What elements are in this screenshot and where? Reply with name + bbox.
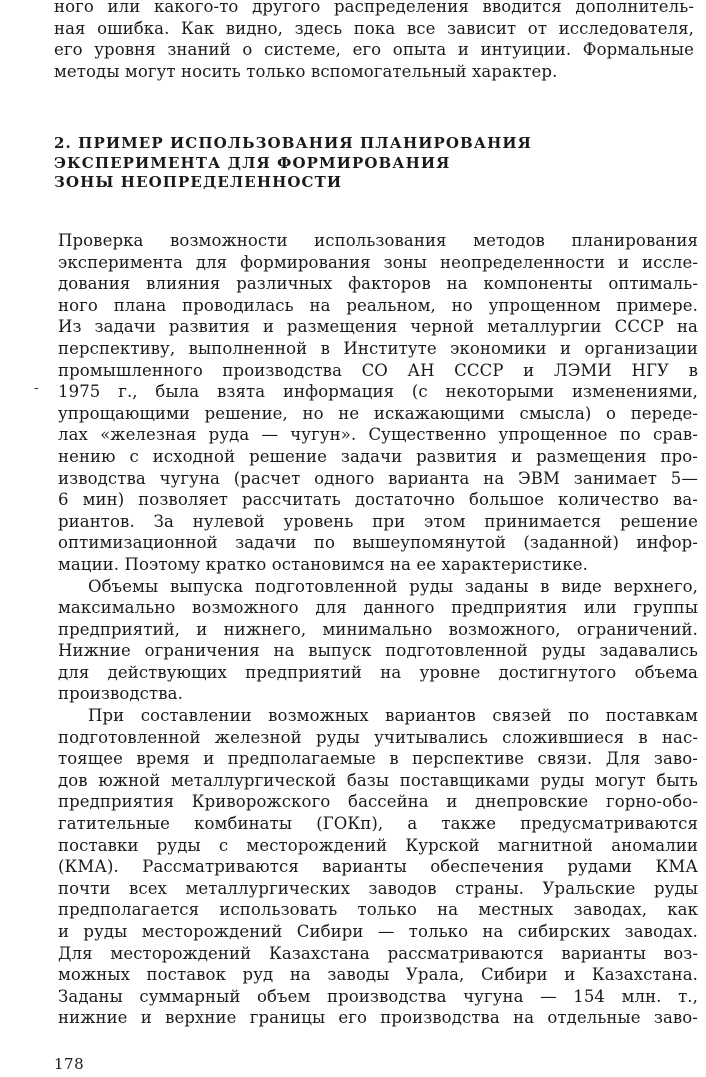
text-line: Заданы суммарный объем производства чугуна — 154 млн. т., <box>58 986 698 1006</box>
text-line: максимально возможного для данного предприятия или группы <box>58 598 698 618</box>
text-line: перспективу, выполненной в Институте экономики и организации <box>58 338 698 358</box>
text-line: мации. Поэтому кратко остановимся на ее характеристике. <box>58 554 588 574</box>
text-line: (КМА). Рассматриваются варианты обеспечения рудами КМА <box>58 857 698 877</box>
text-line: промышленного производства СО АН СССР и ЛЭМИ НГУ в <box>58 360 698 380</box>
text-line: 6 мин) позволяет рассчитать достаточно большое количество ва- <box>58 490 698 510</box>
intro-paragraph <box>54 0 694 82</box>
text-line: Объемы выпуска подготовленной руды заданы в виде верхнего, <box>88 576 698 596</box>
text-line: эксперимента для формирования зоны неопределенности и иссле- <box>58 252 698 272</box>
text-line: риантов. За нулевой уровень при этом принимается решение <box>58 511 698 531</box>
text-line: подготовленной железной руды учитывались сложившиеся в нас- <box>58 727 698 747</box>
text-line: упрощающими решение, но не искажающими смысла) о переде- <box>58 403 698 423</box>
text-line: Проверка возможности использования методов планирования <box>58 231 698 250</box>
section-body <box>58 230 698 1029</box>
heading-line: ЭКСПЕРИМЕНТА ДЛЯ ФОРМИРОВАНИЯ <box>54 153 451 172</box>
text-line: и руды месторождений Сибири — только на сибирских заводах. <box>58 922 698 941</box>
page-number: 178 <box>54 1055 85 1073</box>
text-line: производства. <box>58 684 183 704</box>
text-line: методы могут носить только вспомогательный характер. <box>54 61 558 81</box>
text-line: почти всех металлургических заводов страны. Уральские руды <box>58 878 698 898</box>
paragraph-3 <box>58 705 698 1029</box>
text-line: изводства чугуна (расчет одного варианта на ЭВМ занимает 5— <box>58 468 698 488</box>
text-line: 1975 г., была взята информация (с некоторыми изменениями, <box>58 382 698 402</box>
margin-mark: - <box>34 380 39 396</box>
text-line: При составлении возможных вариантов связей по поставкам <box>88 706 698 726</box>
text-line: лах «железная руда — чугун». Существенно упрощенное по срав- <box>58 425 698 445</box>
paragraph-2 <box>58 576 698 706</box>
text-line: можных поставок руд на заводы Урала, Сибири и Казахстана. <box>58 965 698 985</box>
text-line: предприятий, и нижнего, минимально возможного, ограничений. <box>58 619 698 639</box>
text-line: предприятия Криворожского бассейна и днепровские горно-обо- <box>58 792 698 812</box>
text-line: нижние и верхние границы его производства на отдельные заво- <box>58 1008 698 1028</box>
text-line: ного или какого-то другого распределения вводится дополнитель- <box>54 0 694 16</box>
text-line: тоящее время и предполагаемые в перспективе связи. Для заво- <box>58 749 698 769</box>
text-line: дов южной металлургической базы поставщиками руды могут быть <box>58 770 698 790</box>
text-line: поставки руды с месторождений Курской магнитной аномалии <box>58 835 698 855</box>
text-line: нению с исходной решение задачи развития и размещения про- <box>58 446 698 466</box>
text-line: предполагается использовать только на местных заводах, как <box>58 900 698 920</box>
text-line: ная ошибка. Как видно, здесь пока все зависит от исследователя, <box>54 18 694 38</box>
paragraph-1 <box>58 230 698 576</box>
text-line: дования влияния различных факторов на компоненты оптималь- <box>58 274 698 294</box>
text-line: Нижние ограничения на выпуск подготовленной руды задавались <box>58 641 698 661</box>
text-line: его уровня знаний о системе, его опыта и интуиции. Формальные <box>54 40 694 60</box>
text-line: ного плана проводилась на реальном, но упрощенном примере. <box>58 295 698 315</box>
book-page <box>54 0 698 1077</box>
text-line: Из задачи развития и размещения черной металлургии СССР на <box>58 317 698 337</box>
heading-line: 2. ПРИМЕР ИСПОЛЬЗОВАНИЯ ПЛАНИРОВАНИЯ <box>54 134 532 152</box>
text-line: для действующих предприятий на уровне достигнутого объема <box>58 662 698 682</box>
text-line: Для месторождений Казахстана рассматриваются варианты воз- <box>58 943 698 963</box>
section-heading <box>54 134 694 193</box>
text-line: оптимизационной задачи по вышеупомянутой (заданной) инфор- <box>58 533 698 553</box>
heading-line: ЗОНЫ НЕОПРЕДЕЛЕННОСТИ <box>54 173 343 191</box>
text-line: гатительные комбинаты (ГОКп), а также предусматриваются <box>58 814 698 834</box>
